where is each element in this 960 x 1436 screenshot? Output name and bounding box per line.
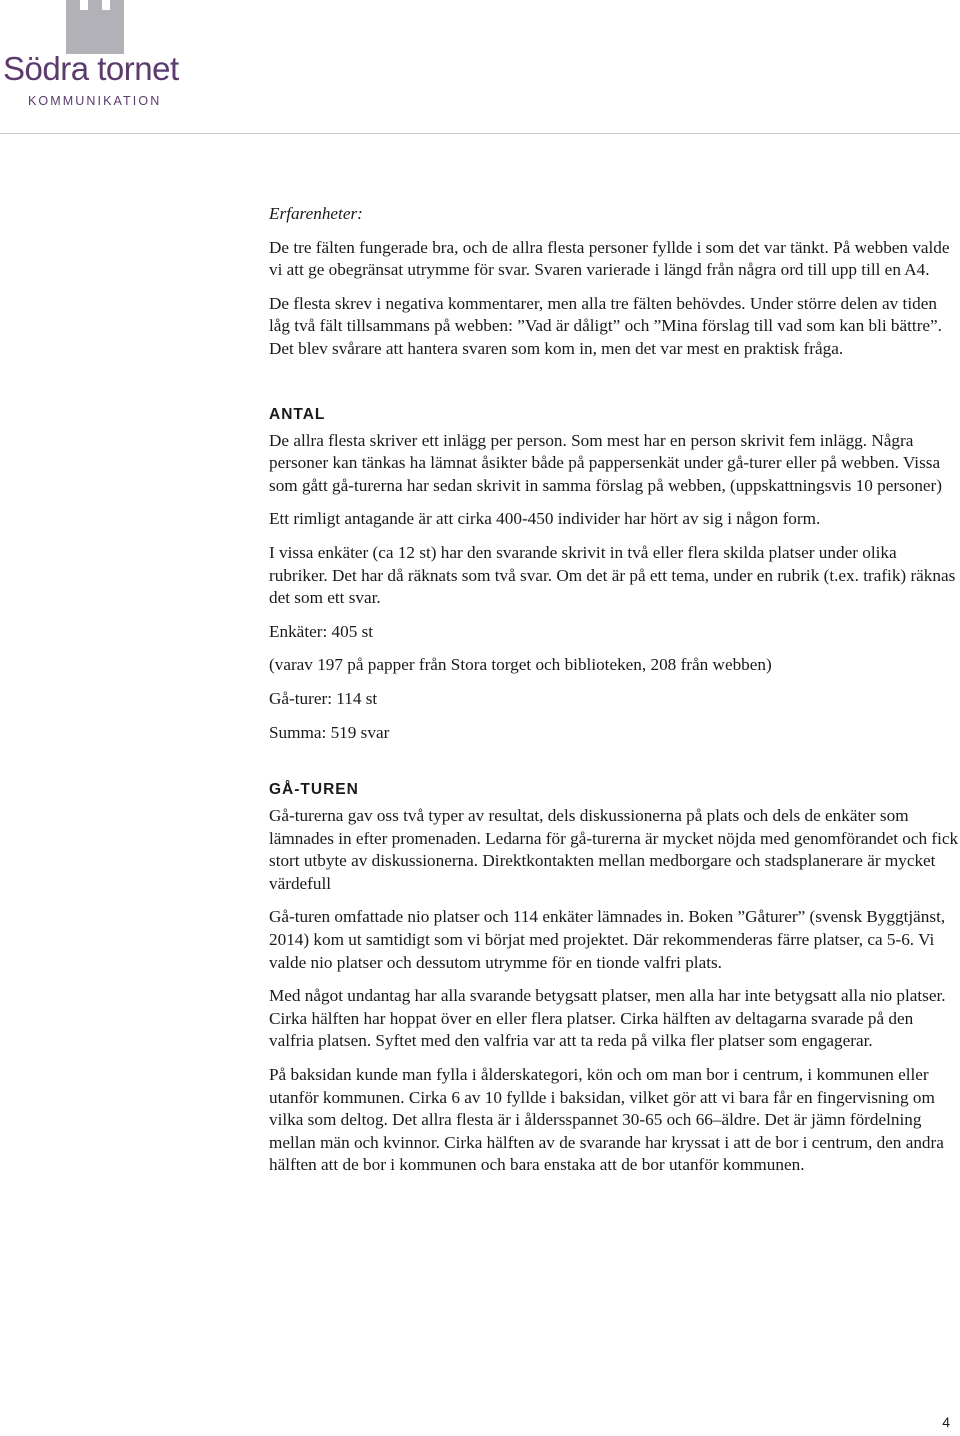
paragraph: Enkäter: 405 st	[269, 621, 374, 641]
section-heading: ANTAL	[269, 405, 326, 423]
paragraph: De flesta skrev i negativa kommentarer, men alla tre fälten behövdes. Under större delen av tiden låg två fält tillsammans på webben: ”Vad är dåligt” och ”Mina förslag till vad som kan bli bättre”. Det blev svårare att hantera svaren som kom in, men det var mest en praktisk fråga.	[269, 293, 942, 358]
page-number: 4	[942, 1414, 950, 1430]
logo-subtitle: KOMMUNIKATION	[28, 94, 162, 108]
antal-section	[269, 405, 959, 745]
paragraph: De tre fälten fungerade bra, och de allra flesta personer fyllde i som det var tänkt. På webben valde vi att ge obegränsat utrymme för svar. Svaren varierade i längd från några ord till upp till en A4.	[269, 237, 950, 280]
logo-title: Södra tornet	[3, 50, 179, 87]
paragraph: Gå-turer: 114 st	[269, 688, 378, 708]
paragraph: På baksidan kunde man fylla i ålderskategori, kön och om man bor i centrum, i kommunen eller utanför kommunen. Cirka 6 av 10 fyllde i baksidan, vilket gör att vi bara får en fingervisning om vilka som deltog. Det allra flesta är i åldersspannet 30-65 och 66–äldre. Det är jämn fördelning mellan män och kvinnor. Cirka hälften av de svarande har kryssat i att de bor i centrum, den andra hälften att de bor i kommunen och bara enstaka att de bor utanför kommunen.	[269, 1065, 944, 1175]
intro-heading: Erfarenheter:	[269, 204, 363, 223]
paragraph: Gå-turen omfattade nio platser och 114 enkäter lämnades in. Boken ”Gåturer” (svensk Byggtjänst, 2014) kom ut samtidigt som vi börjat med projektet. Där rekommenderas färre platser, ca 5-6. Vi valde nio platser och dessutom utrymme för en tionde valfri plats.	[269, 907, 946, 972]
section-heading: GÅ-TUREN	[269, 781, 359, 799]
logo	[0, 0, 200, 110]
paragraph: Summa: 519 svar	[269, 722, 390, 742]
paragraph: Ett rimligt antagande är att cirka 400-450 individer har hört av sig i någon form.	[269, 509, 821, 529]
paragraph: Med något undantag har alla svarande betygsatt platser, men alla har inte betygsatt alla nio platser. Cirka hälften har hoppat över en eller flera platser. Cirka hälften av deltagarna svarade på den valfria platsen. Syftet med den valfria var att ta reda på vilka fler platser som engagerar.	[269, 986, 946, 1051]
tower-icon	[66, 0, 124, 54]
paragraph: I vissa enkäter (ca 12 st) har den svarande skrivit in två eller flera skilda platser under olika rubriker. Det har då räknats som två svar. Om det är på ett tema, under en rubrik (t.ex. trafik) räknas det som ett svar.	[269, 542, 956, 608]
gaturen-section	[269, 780, 959, 1177]
document-body	[269, 203, 959, 1188]
paragraph: (varav 197 på papper från Stora torget och biblioteken, 208 från webben)	[269, 655, 772, 675]
intro-section	[269, 203, 959, 361]
paragraph: Gå-turerna gav oss två typer av resultat, dels diskussionerna på plats och dels de enkäter som lämnades in efter promenaden. Ledarna för gå-turerna är mycket nöjda med genomförandet och fick stort utbyte av diskussionerna. Direktkontakten mellan medborgare och stadsplanerare är mycket värdefull	[269, 806, 959, 893]
header-divider	[0, 133, 960, 134]
paragraph: De allra flesta skriver ett inlägg per person. Som mest har en person skrivit fem inlägg. Några personer kan tänkas ha lämnat åsikter både på pappersenkät under gå-turer eller på webben. Vissa som gått gå-turerna har sedan skrivit in samma förslag på webben, (uppskattningsvis 10 personer)	[269, 430, 943, 495]
